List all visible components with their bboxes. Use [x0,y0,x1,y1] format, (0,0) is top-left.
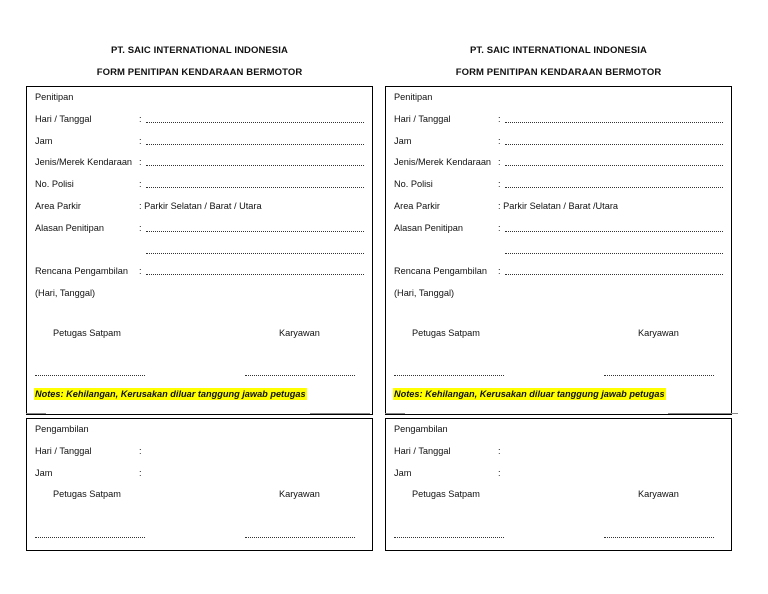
form-title: FORM PENITIPAN KENDARAAN BERMOTOR [96,67,303,78]
fill-line[interactable] [146,187,364,188]
company-title: PT. SAIC INTERNATIONAL INDONESIA [110,45,289,56]
cut-line [310,413,370,414]
field-rencana-pengambilan[interactable]: Rencana Pengambilan : [394,265,724,277]
petugas-signature-line[interactable] [35,375,145,376]
notes-disclaimer: Notes: Kehilangan, Kerusakan diluar tanggung jawab petugas [35,389,306,399]
field-alasan-continued[interactable] [394,244,724,256]
area-parkir-options: : Parkir Selatan / Barat / Utara [139,201,262,211]
fill-line[interactable] [505,253,723,254]
penitipan-section: Penitipan Hari / Tanggal : Jam : Jenis/Merek Kendaraan : No. Polisi : Area Parkir : Parkir Selatan / Barat / Utara Alasan Penitipan : Rencana Pengambilan : (Hari, Tanggal) Petugas Satpam Karyawan Notes: Kehilangan, Kerusakan diluar tanggung jawab petugas [26,86,373,415]
karyawan-signature-line[interactable] [245,375,355,376]
field-hari-tanggal[interactable]: Hari / Tanggal : [394,113,724,125]
form-title: FORM PENITIPAN KENDARAAN BERMOTOR [455,67,662,78]
karyawan-label: Karyawan [638,328,679,338]
petugas-satpam-label: Petugas Satpam [412,489,480,499]
petugas-satpam-label: Petugas Satpam [53,328,121,338]
field-pengambilan-jam[interactable]: Jam : [394,468,501,478]
area-parkir-options: : Parkir Selatan / Barat /Utara [498,201,618,211]
karyawan-label: Karyawan [279,489,320,499]
fill-line[interactable] [505,231,723,232]
field-rencana-pengambilan[interactable]: Rencana Pengambilan : [35,265,365,277]
petugas-satpam-label: Petugas Satpam [412,328,480,338]
fill-line[interactable] [505,122,723,123]
petugas-signature-line[interactable] [394,537,504,538]
field-pengambilan-jam[interactable]: Jam : [35,468,142,478]
fill-line[interactable] [146,122,364,123]
petugas-signature-line[interactable] [394,375,504,376]
fill-line[interactable] [146,253,364,254]
field-alasan-penitipan[interactable]: Alasan Penitipan : [394,222,724,234]
karyawan-label: Karyawan [638,489,679,499]
petugas-satpam-label: Petugas Satpam [53,489,121,499]
field-pengambilan-hari-tanggal[interactable]: Hari / Tanggal : [35,446,142,456]
karyawan-label: Karyawan [279,328,320,338]
company-title: PT. SAIC INTERNATIONAL INDONESIA [469,45,648,56]
fill-line[interactable] [505,187,723,188]
karyawan-signature-line[interactable] [604,537,714,538]
cut-line [385,413,405,414]
petugas-signature-line[interactable] [35,537,145,538]
karyawan-signature-line[interactable] [245,537,355,538]
field-jenis-merek[interactable]: Jenis/Merek Kendaraan : [394,156,724,168]
field-hari-tanggal[interactable]: Hari / Tanggal : [35,113,365,125]
pengambilan-section: Pengambilan Hari / Tanggal : Jam : Petugas Satpam Karyawan [26,418,373,551]
field-alasan-penitipan[interactable]: Alasan Penitipan : [35,222,365,234]
field-jenis-merek[interactable]: Jenis/Merek Kendaraan : [35,156,365,168]
notes-disclaimer: Notes: Kehilangan, Kerusakan diluar tanggung jawab petugas [394,389,665,399]
field-pengambilan-hari-tanggal[interactable]: Hari / Tanggal : [394,446,501,456]
pengambilan-section: Pengambilan Hari / Tanggal : Jam : Petugas Satpam Karyawan [385,418,732,551]
field-no-polisi[interactable]: No. Polisi : [35,178,365,190]
field-area-parkir: Area Parkir : Parkir Selatan / Barat / Utara [35,201,262,211]
field-alasan-continued[interactable] [35,244,365,256]
field-jam[interactable]: Jam : [35,135,365,147]
fill-line[interactable] [146,165,364,166]
cut-line [26,413,46,414]
fill-line[interactable] [505,274,723,275]
fill-line[interactable] [505,144,723,145]
fill-line[interactable] [505,165,723,166]
field-area-parkir: Area Parkir : Parkir Selatan / Barat /Utara [394,201,618,211]
field-jam[interactable]: Jam : [394,135,724,147]
field-no-polisi[interactable]: No. Polisi : [394,178,724,190]
cut-line [668,413,738,414]
penitipan-section: Penitipan Hari / Tanggal : Jam : Jenis/Merek Kendaraan : No. Polisi : Area Parkir : Parkir Selatan / Barat /Utara Alasan Penitipan : Rencana Pengambilan : (Hari, Tanggal) Petugas Satpam Karyawan Notes: Kehilangan, Kerusakan diluar tanggung jawab petugas [385,86,732,415]
fill-line[interactable] [146,144,364,145]
karyawan-signature-line[interactable] [604,375,714,376]
fill-line[interactable] [146,274,364,275]
fill-line[interactable] [146,231,364,232]
